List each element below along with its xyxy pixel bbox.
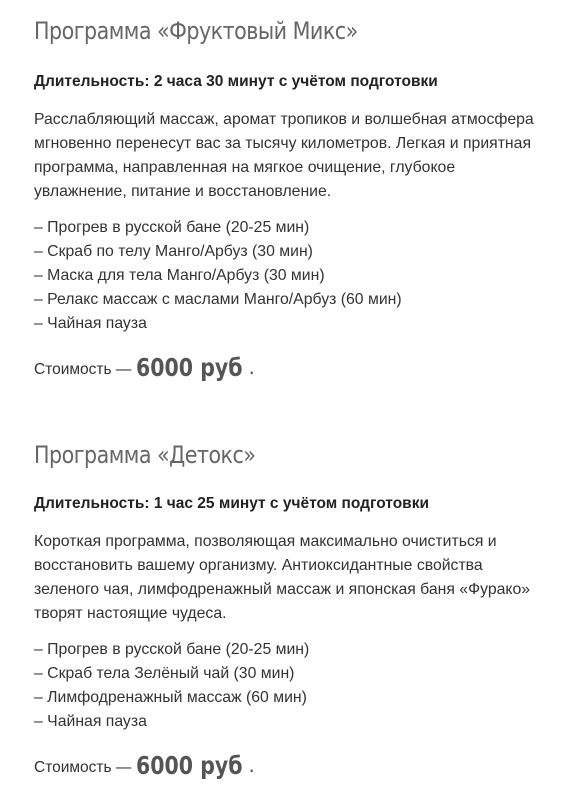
program-duration: Длительность: 1 час 25 минут с учётом подготовки bbox=[34, 495, 429, 512]
step-item: – Скраб по телу Манго/Арбуз (30 мин) bbox=[34, 243, 313, 260]
price-label: Стоимость — bbox=[34, 759, 136, 776]
step-item: – Лимфодренажный массаж (60 мин) bbox=[34, 689, 307, 706]
program-description: Короткая программа, позволяющая максимально очиститься и восстановить вашему организму. Антиоксидантные свойства зеленого чая, лимфодренажный массаж и японская баня «Фурако» творят настоящие чудеса. bbox=[34, 533, 531, 622]
price-suffix: . bbox=[248, 354, 255, 379]
step-item: – Прогрев в русской бане (20-25 мин) bbox=[34, 219, 310, 236]
price-label: Стоимость — bbox=[34, 361, 136, 378]
program-fruit-mix bbox=[34, 16, 554, 382]
program-price bbox=[34, 750, 255, 783]
price-suffix: . bbox=[248, 752, 255, 777]
price-value: 6000 руб bbox=[135, 751, 243, 780]
program-steps bbox=[34, 638, 309, 734]
program-description: Расслабляющий массаж, аромат тропиков и волшебная атмосфера мгновенно перенесут вас за тысячу километров. Легкая и приятная программа, направленная на мягкое очищение, глубокое увлажнение, питание и восстановление. bbox=[34, 111, 534, 200]
step-item: – Маска для тела Манго/Арбуз (30 мин) bbox=[34, 267, 325, 284]
program-steps bbox=[34, 216, 402, 336]
step-item: – Прогрев в русской бане (20-25 мин) bbox=[34, 641, 310, 658]
price-value: 6000 руб bbox=[135, 353, 243, 382]
program-title: Программа «Детокс» bbox=[34, 441, 256, 469]
step-item: – Чайная пауза bbox=[34, 713, 147, 730]
step-item: – Чайная пауза bbox=[34, 315, 147, 332]
program-price bbox=[34, 352, 255, 385]
step-item: – Релакс массаж с маслами Манго/Арбуз (60 мин) bbox=[34, 291, 402, 308]
step-item: – Скраб тела Зелёный чай (30 мин) bbox=[34, 665, 295, 682]
program-duration: Длительность: 2 часа 30 минут с учётом подготовки bbox=[34, 73, 438, 90]
program-detox bbox=[34, 440, 554, 780]
program-title: Программа «Фруктовый Микс» bbox=[34, 17, 358, 45]
